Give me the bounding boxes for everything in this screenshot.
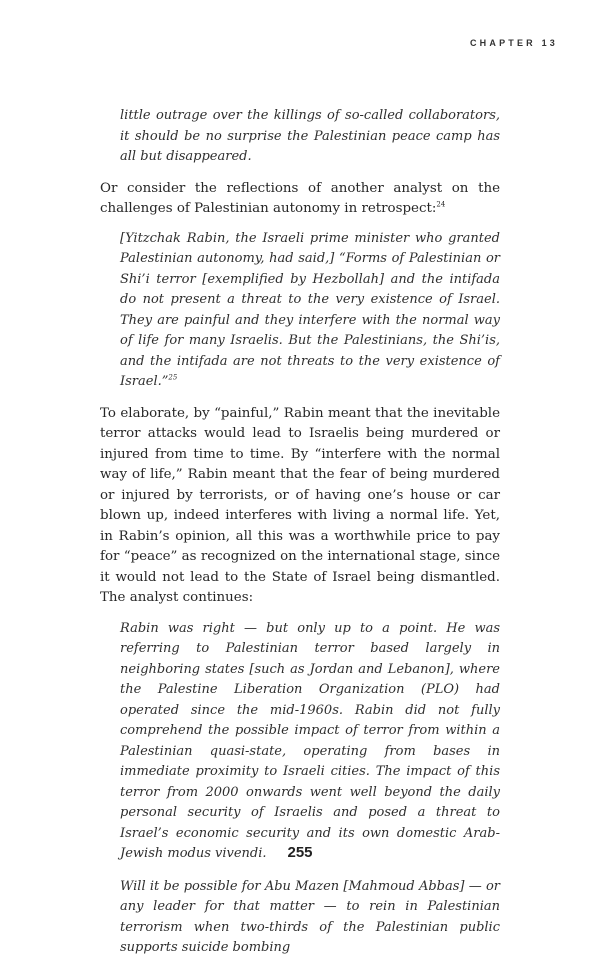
- footnote-ref-24: 24: [436, 200, 446, 209]
- block-quote-4: Will it be possible for Abu Mazen [Mahmoud Abbas] — or any leader for that matter — to rein in Palestinian terrorism when two-thirds of the Palestinian public supports suicide bombing: [120, 878, 500, 955]
- paragraph-2: To elaborate, by “painful,” Rabin meant that the inevitable terror attacks would lead to Israelis being murdered or injured from time to time. By “interfere with the normal way of life,” Rabin meant that the fear of being murdered or injured by terrorists, or of having one’s house or car blown up, indeed interferes with living a normal life. Yet, in Rabin’s opinion, all this was a worthwhile price to pay for “peace” as recognized on the international stage, since it would not lead to the State of Israel being dismantled. The analyst continues:: [100, 405, 500, 605]
- block-quote-2: [120, 229, 500, 393]
- block-quote-1: little outrage over the killings of so-called collaborators, it should be no surprise the Palestinian peace camp has all but disappeared.: [120, 108, 500, 164]
- paragraph-1-text: Or consider the reflections of another analyst on the challenges of Palestinian autonomy in retrospect:: [100, 180, 500, 216]
- footnote-ref-25: 25: [168, 373, 178, 382]
- block-quote-2-text: [Yitzchak Rabin, the Israeli prime minister who granted Palestinian autonomy, had said,] “Forms of Palestinian or Shi’i terror [exemplified by Hezbollah] and the intifada do not present a threat to the very existence of Israel. They are painful and they interfere with the normal way of life for many Israelis. But the Palestinians, the Shi’is, and the intifada are not threats to the very existence of Israel.”: [120, 230, 500, 389]
- page-content: [100, 106, 500, 959]
- paragraph-1: [100, 179, 500, 220]
- block-quote-3: Rabin was right — but only up to a point. He was referring to Palestinian terror based largely in neighboring states [such as Jordan and Lebanon], where the Palestine Liberation Organization (PLO) had operated since the mid-1960s. Rabin did not fully comprehend the possible impact of terror from within a Palestinian quasi-state, operating from bases in immediate proximity to Israeli cities. The impact of this terror from 2000 onwards went well beyond the daily personal security of Israelis and posed a threat to Israel’s economic security and its own domestic Arab-Jewish modus vivendi.: [120, 620, 500, 861]
- page-number: 255: [287, 844, 313, 861]
- running-head: CHAPTER 13: [469, 38, 558, 48]
